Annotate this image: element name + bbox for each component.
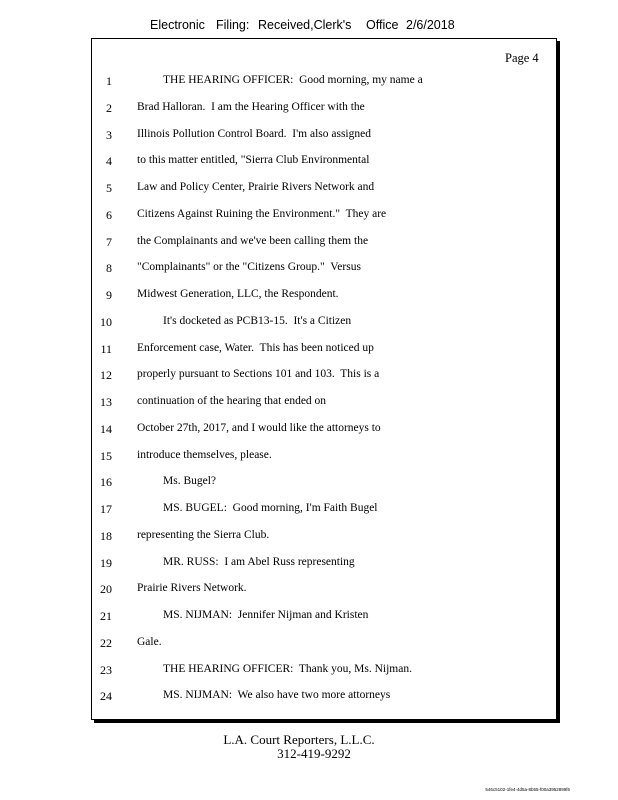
line-number: 5 (106, 181, 112, 195)
line-text: representing the Sierra Club. (137, 528, 270, 541)
line-number: 19 (100, 555, 112, 570)
transcript-line (0, 181, 618, 197)
line-text: Gale. (137, 635, 162, 648)
line-text: Brad Halloran. I am the Hearing Officer with the (137, 100, 365, 113)
line-number: 17 (100, 502, 112, 516)
transcript-line (0, 582, 618, 598)
transcript-line (0, 101, 618, 117)
line-number: 7 (106, 234, 112, 249)
transcript-line (0, 609, 618, 625)
line-text: It's docketed as PCB13-15. It's a Citizen (163, 314, 352, 327)
line-number: 2 (106, 100, 112, 115)
transcript-line (0, 449, 618, 465)
line-number: 14 (100, 421, 112, 436)
transcript-line (0, 663, 618, 679)
stamp-office: Office (366, 18, 399, 32)
line-number: 4 (106, 154, 112, 169)
line-text: Citizens Against Ruining the Environment." They are (137, 207, 387, 220)
line-text: Prairie Rivers Network. (137, 582, 247, 595)
page-number: Page 4 (505, 51, 539, 65)
transcript-line (0, 235, 618, 251)
transcript-line (0, 556, 618, 572)
line-text: MS. NIJMAN: Jennifer Nijman and Kristen (163, 609, 369, 621)
line-text: Illinois Pollution Control Board. I'm also assigned (137, 127, 371, 140)
line-number: 13 (100, 395, 112, 409)
line-text: MR. RUSS: I am Abel Russ representing (163, 555, 355, 568)
transcript-line (0, 288, 618, 304)
stamp-electronic: Electronic (150, 18, 205, 32)
line-number: 18 (100, 528, 112, 543)
line-text: Ms. Bugel? (163, 475, 217, 488)
line-number: 10 (100, 314, 112, 329)
transcript-line (0, 261, 618, 277)
transcript-line (0, 395, 618, 411)
transcript-line (0, 475, 618, 491)
transcript-line (0, 529, 618, 545)
reporter-phone: 312-419-9292 (277, 746, 351, 761)
line-number: 8 (106, 261, 112, 276)
line-number: 6 (106, 207, 112, 222)
line-text: to this matter entitled, "Sierra Club Environmental (137, 154, 370, 167)
line-number: 9 (106, 288, 112, 302)
transcript-line (0, 154, 618, 170)
reporter-company: L.A. Court Reporters, L.L.C. (223, 732, 375, 747)
line-number: 11 (100, 341, 112, 356)
line-text: continuation of the hearing that ended on (137, 395, 327, 407)
transcript-line (0, 636, 618, 652)
line-number: 21 (100, 609, 112, 623)
document-hash: 546c5102-1fe4-4d5a-8b55-f00a3952899f6 (485, 787, 570, 792)
line-text: THE HEARING OFFICER: Good morning, my name a (163, 74, 423, 86)
transcript-line (0, 74, 618, 90)
line-number: 20 (100, 582, 112, 597)
line-text: October 27th, 2017, and I would like the attorneys to (137, 421, 381, 434)
line-text: "Complainants" or the "Citizens Group." Versus (137, 261, 361, 274)
line-number: 15 (100, 448, 112, 463)
line-text: MS. NIJMAN: We also have two more attorneys (163, 689, 391, 702)
transcript-line (0, 208, 618, 224)
transcript-line (0, 689, 618, 705)
line-text: Enforcement case, Water. This has been noticed up (137, 341, 374, 354)
transcript-line (0, 502, 618, 518)
stamp-received: Received,Clerk's (258, 18, 352, 32)
transcript-line (0, 315, 618, 331)
transcript-line (0, 128, 618, 144)
line-text: Midwest Generation, LLC, the Respondent. (137, 288, 339, 300)
line-number: 1 (106, 74, 112, 88)
line-text: MS. BUGEL: Good morning, I'm Faith Bugel (163, 502, 378, 514)
transcript-line (0, 368, 618, 384)
line-text: the Complainants and we've been calling them the (137, 234, 369, 247)
filing-stamp (0, 18, 618, 36)
line-number: 22 (100, 635, 112, 650)
line-number: 12 (100, 368, 112, 383)
line-text: Law and Policy Center, Prairie Rivers Network and (137, 181, 375, 193)
stamp-filing: Filing: (216, 18, 250, 32)
line-number: 16 (100, 475, 112, 490)
line-text: introduce themselves, please. (137, 448, 272, 461)
transcript-line (0, 422, 618, 438)
line-text: THE HEARING OFFICER: Thank you, Ms. Nijman. (163, 662, 412, 675)
transcript-line (0, 342, 618, 358)
line-number: 24 (100, 689, 112, 704)
reporter-footer (0, 733, 618, 761)
line-number: 23 (100, 662, 112, 677)
line-number: 3 (106, 127, 112, 142)
stamp-date: 2/6/2018 (406, 18, 455, 32)
line-text: properly pursuant to Sections 101 and 103. This is a (137, 368, 380, 381)
